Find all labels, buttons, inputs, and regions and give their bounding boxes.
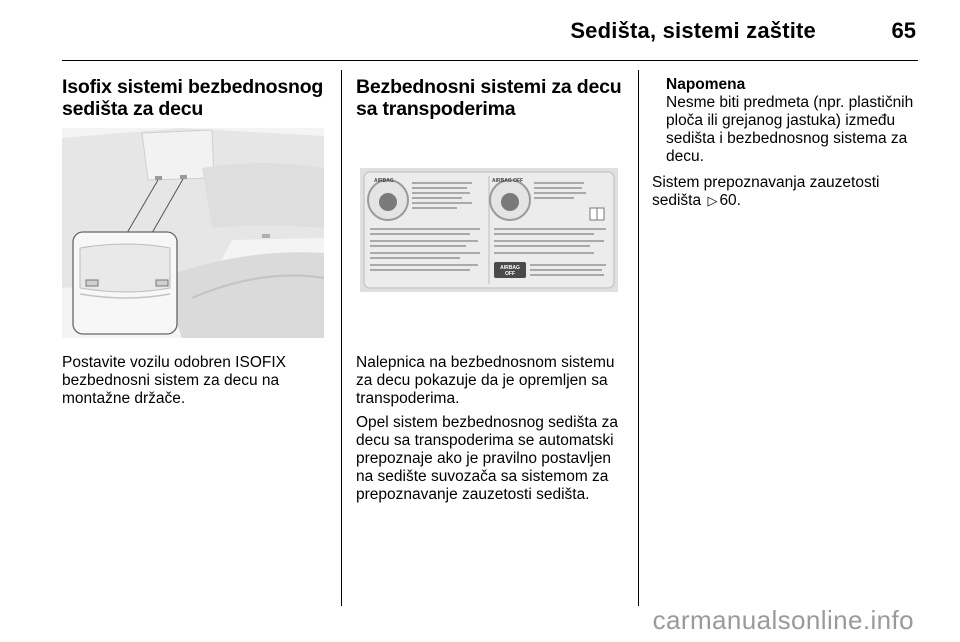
- reference-page-link[interactable]: 60.: [719, 192, 741, 209]
- isofix-paragraph: Postavite vozilu odobren ISOFIX bezbednosni sistem za decu na montažne držače.: [62, 354, 287, 407]
- airbag-off-badge-line1: AIRBAG: [500, 265, 520, 271]
- section-heading-transponder: Bezbednosni sistemi za decu sa transpoderima: [356, 76, 622, 120]
- transponder-label-illustration: [360, 168, 618, 292]
- note-text: Nesme biti predmeta (npr. plastičnih ploča ili grejanog jastuka) između sedišta i bezbednosnog sistema za decu.: [666, 94, 914, 165]
- occupancy-reference-text: Sistem prepoznavanja zauzetosti sedišta: [652, 174, 880, 209]
- column-divider-left: [341, 70, 342, 606]
- section-heading-isofix: Isofix sistemi bezbednosnog sedišta za decu: [62, 76, 324, 120]
- airbag-right-label: AIRBAG OFF: [492, 178, 524, 184]
- airbag-off-badge-line2: OFF: [505, 271, 515, 277]
- column-isofix: [62, 76, 326, 120]
- arrow-reference-icon: ▷: [707, 193, 718, 208]
- transponder-label-drawing: [360, 168, 618, 292]
- running-header-title: Sedišta, sistemi zaštite: [570, 18, 816, 43]
- column-transponder: [356, 76, 628, 120]
- occupancy-reference-paragraph: [652, 174, 892, 210]
- column-divider-right: [638, 70, 639, 606]
- note-title: Napomena: [666, 76, 746, 93]
- airbag-left-label: AIRBAG: [374, 178, 394, 184]
- header-rule: [62, 60, 918, 61]
- page-number: 65: [891, 18, 916, 43]
- isofix-illustration: [62, 128, 324, 338]
- footer-watermark: carmanualsonline.info: [652, 605, 914, 635]
- transponder-paragraph-1: Nalepnica na bezbednosnom sistemu za decu pokazuje da je opremljen sa transpoderima.: [356, 354, 615, 407]
- column-transponder-text: [356, 354, 628, 504]
- column-isofix-text: [62, 354, 326, 408]
- isofix-seat-drawing: [62, 128, 324, 338]
- column-note: [652, 76, 924, 210]
- transponder-paragraph-2: Opel sistem bezbednosnog sedišta za decu sa transpoderima se automatski prepoznaje ako je pravilno postavljen na sedište suvozača sa sistemom za prepoznavanje zauzetosti sedišta.: [356, 414, 618, 503]
- note-box: [666, 76, 924, 166]
